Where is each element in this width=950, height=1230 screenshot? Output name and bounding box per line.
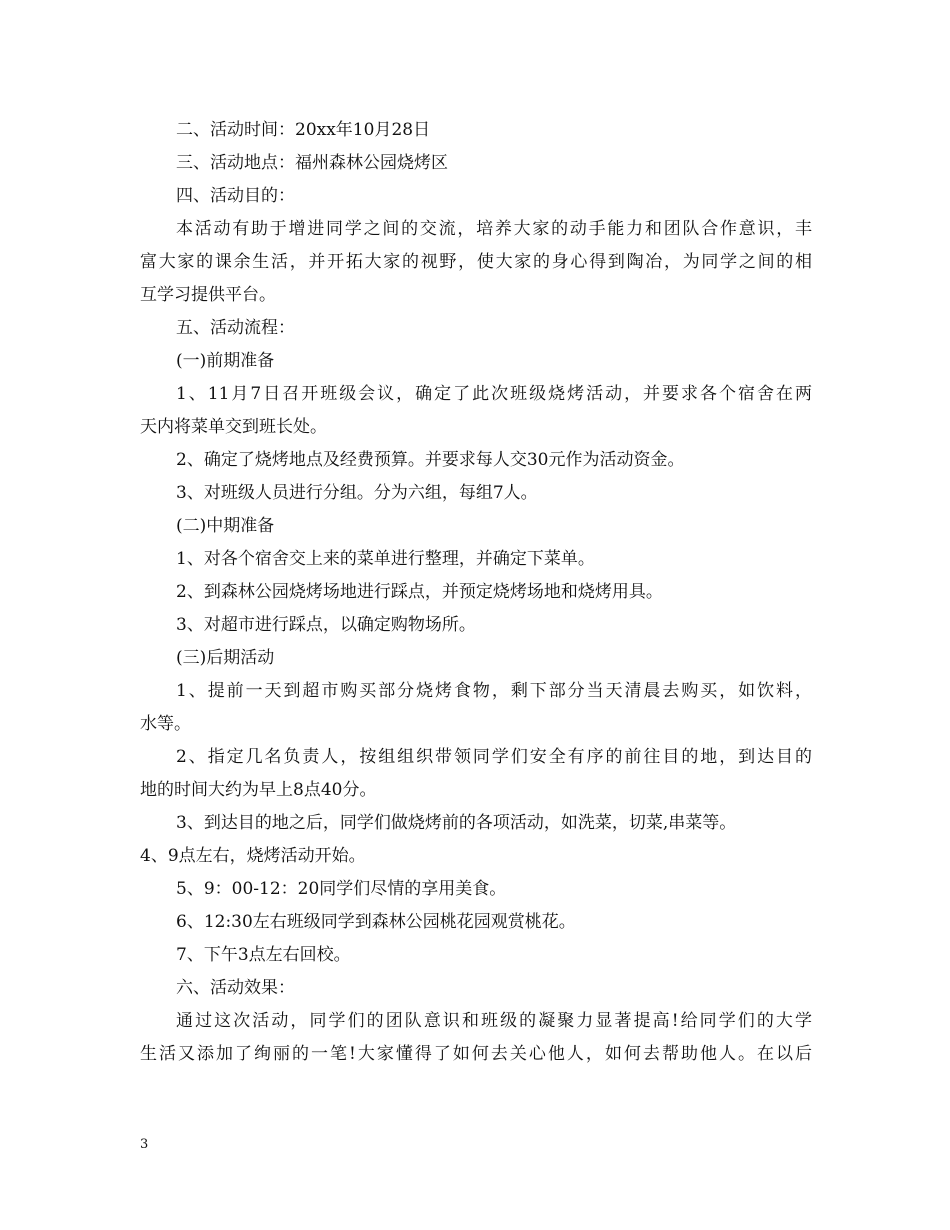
list-item: 4、9点左右，烧烤活动开始。 — [140, 846, 366, 866]
activity-process-heading: 五、活动流程： — [176, 318, 295, 338]
section-heading-mid-prep: (二)中期准备 — [176, 516, 275, 536]
activity-location-line: 三、活动地点：福州森林公园烧烤区 — [176, 153, 448, 173]
page-number: 3 — [140, 1137, 149, 1152]
document-body — [140, 114, 812, 1071]
list-item: 2、确定了烧烤地点及经费预算。并要求每人交30元作为活动资金。 — [176, 450, 685, 470]
activity-effect-heading: 六、活动效果： — [176, 978, 295, 998]
list-item-continuation: 天内将菜单交到班长处。 — [140, 417, 327, 437]
effect-paragraph-line: 生活又添加了绚丽的一笔!大家懂得了如何去关心他人，如何去帮助他人。在以后 — [140, 1044, 812, 1064]
list-item: 7、下午3点左右回校。 — [176, 945, 351, 965]
activity-purpose-heading: 四、活动目的： — [176, 186, 295, 206]
list-item: 1、提前一天到超市购买部分烧烤食物，剩下部分当天清晨去购买，如饮料， — [176, 681, 812, 701]
list-item: 5、9：00-12：20同学们尽情的享用美食。 — [176, 879, 507, 899]
effect-paragraph-line: 通过这次活动，同学们的团队意识和班级的凝聚力显著提高!给同学们的大学 — [176, 1011, 812, 1031]
section-heading-early-prep: (一)前期准备 — [176, 351, 275, 371]
activity-time-line: 二、活动时间：20xx年10月28日 — [176, 120, 431, 140]
list-item: 2、到森林公园烧烤场地进行踩点，并预定烧烤场地和烧烤用具。 — [176, 582, 663, 602]
list-item: 3、对班级人员进行分组。分为六组，每组7人。 — [176, 483, 538, 503]
purpose-paragraph-line: 互学习提供平台。 — [140, 285, 276, 305]
list-item: 1、11月7日召开班级会议，确定了此次班级烧烤活动，并要求各个宿舍在两 — [176, 384, 812, 404]
list-item-continuation: 地的时间大约为早上8点40分。 — [140, 780, 377, 800]
purpose-paragraph-line: 本活动有助于增进同学之间的交流，培养大家的动手能力和团队合作意识，丰 — [176, 219, 812, 239]
section-heading-late-activity: (三)后期活动 — [176, 648, 275, 668]
list-item: 2、指定几名负责人，按组组织带领同学们安全有序的前往目的地，到达目的 — [176, 747, 812, 767]
list-item: 3、到达目的地之后，同学们做烧烤前的各项活动，如洗菜，切菜,串菜等。 — [176, 813, 737, 833]
list-item-continuation: 水等。 — [140, 714, 191, 734]
list-item: 6、12:30左右班级同学到森林公园桃花园观赏桃花。 — [176, 912, 576, 932]
list-item: 3、对超市进行踩点，以确定购物场所。 — [176, 615, 476, 635]
purpose-paragraph-line: 富大家的课余生活，并开拓大家的视野，使大家的身心得到陶冶，为同学之间的相 — [140, 252, 812, 272]
list-item: 1、对各个宿舍交上来的菜单进行整理，并确定下菜单。 — [176, 549, 595, 569]
